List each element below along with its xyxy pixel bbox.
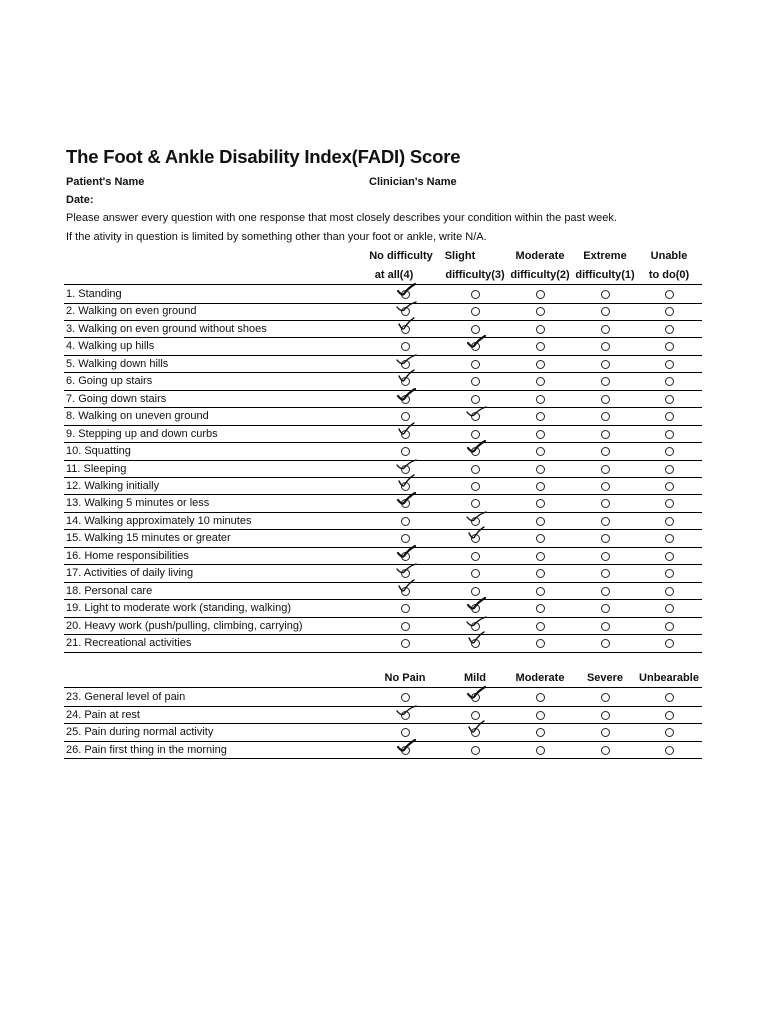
question-row [64,513,702,531]
instruction-text-2: If the ativity in question is limited by something other than your foot or ankle, write N/A. [66,231,487,243]
pain-column-header: Mild [464,672,486,684]
question-label: 19. Light to moderate work (standing, walking) [66,602,292,615]
answer-radio[interactable] [401,728,410,737]
handwritten-checkmark-icon [465,334,487,352]
question-row [64,600,702,618]
handwritten-checkmark-icon [395,422,417,440]
answer-radio[interactable] [665,639,674,648]
pain-column-header: Unbearable [639,672,699,684]
question-row [64,426,702,444]
question-row [64,707,702,725]
question-row [64,724,702,742]
column-header-top: Unable [650,250,688,262]
handwritten-checkmark-icon [465,720,487,738]
answer-radio[interactable] [401,693,410,702]
question-row [64,478,702,496]
answer-radio[interactable] [401,447,410,456]
answer-radio[interactable] [471,290,480,299]
question-label: 23. General level of pain [66,691,186,703]
answer-radio[interactable] [601,307,610,316]
answer-radio[interactable] [665,746,674,755]
answer-radio[interactable] [665,693,674,702]
answer-radio[interactable] [471,499,480,508]
answer-radio[interactable] [536,534,545,543]
column-header-top: Slight [444,250,476,262]
question-row [64,530,702,548]
pain-header-rule [64,687,702,688]
column-header-bottom: difficulty(1) [575,269,635,281]
question-row [64,689,702,707]
answer-radio[interactable] [601,290,610,299]
answer-radio[interactable] [665,377,674,386]
answer-radio[interactable] [536,499,545,508]
answer-radio[interactable] [401,412,410,421]
answer-radio[interactable] [401,639,410,648]
question-label: 14. Walking approximately 10 minutes [66,514,252,527]
question-row [64,461,702,479]
column-header-bottom: to do(0) [648,269,690,281]
answer-radio[interactable] [536,604,545,613]
handwritten-checkmark-icon [395,369,417,387]
column-header-top: No difficulty [369,250,433,262]
answer-radio[interactable] [601,746,610,755]
answer-radio[interactable] [471,307,480,316]
answer-radio[interactable] [665,604,674,613]
column-header-bottom: difficulty(3) [445,269,505,281]
answer-radio[interactable] [601,325,610,334]
question-label: 17. Activities of daily living [66,567,194,580]
handwritten-checkmark-icon [465,404,487,422]
answer-radio[interactable] [401,604,410,613]
answer-radio[interactable] [665,395,674,404]
answer-radio[interactable] [471,746,480,755]
question-label: 9. Stepping up and down curbs [66,427,218,440]
question-label: 25. Pain during normal activity [66,726,214,738]
answer-radio[interactable] [471,395,480,404]
answer-radio[interactable] [471,552,480,561]
answer-radio[interactable] [665,447,674,456]
answer-radio[interactable] [536,711,545,720]
question-label: 8. Walking on uneven ground [66,410,209,423]
handwritten-checkmark-icon [395,282,417,300]
question-row [64,338,702,356]
question-row [64,548,702,566]
handwritten-checkmark-icon [395,317,417,335]
answer-radio[interactable] [536,430,545,439]
answer-radio[interactable] [471,482,480,491]
question-row [64,583,702,601]
answer-radio[interactable] [536,728,545,737]
handwritten-checkmark-icon [395,457,417,475]
handwritten-checkmark-icon [465,509,487,527]
question-label: 13. Walking 5 minutes or less [66,497,210,510]
pain-column-header: No Pain [384,672,426,684]
answer-radio[interactable] [536,395,545,404]
answer-radio[interactable] [401,517,410,526]
question-label: 26. Pain first thing in the morning [66,743,227,756]
answer-radio[interactable] [665,499,674,508]
answer-radio[interactable] [536,360,545,369]
answer-radio[interactable] [536,482,545,491]
answer-radio[interactable] [601,499,610,508]
clinician-name-label: Clinician's Name [369,176,457,188]
answer-radio[interactable] [665,307,674,316]
answer-radio[interactable] [601,534,610,543]
answer-radio[interactable] [601,587,610,596]
answer-radio[interactable] [665,517,674,526]
answer-radio[interactable] [601,465,610,474]
answer-radio[interactable] [665,342,674,351]
handwritten-checkmark-icon [395,299,417,317]
answer-radio[interactable] [601,728,610,737]
date-label: Date: [66,194,94,206]
instruction-text-1: Please answer every question with one response that most closely describes your condition within the past week. [66,212,617,224]
answer-radio[interactable] [536,746,545,755]
answer-radio[interactable] [665,728,674,737]
answer-radio[interactable] [601,430,610,439]
question-row [64,356,702,374]
question-row [64,635,702,653]
handwritten-checkmark-icon [465,439,487,457]
handwritten-checkmark-icon [465,685,487,703]
answer-radio[interactable] [536,412,545,421]
handwritten-checkmark-icon [395,474,417,492]
question-label: 20. Heavy work (push/pulling, climbing, carrying) [66,619,303,632]
handwritten-checkmark-icon [465,631,487,649]
question-row [64,391,702,409]
answer-radio[interactable] [601,569,610,578]
handwritten-checkmark-icon [395,703,417,721]
question-label: 4. Walking up hills [66,340,155,353]
question-row [64,495,702,513]
column-header-bottom: difficulty(2) [510,269,570,281]
answer-radio[interactable] [601,447,610,456]
question-row [64,443,702,461]
handwritten-checkmark-icon [465,614,487,632]
question-label: 16. Home responsibilities [66,549,189,562]
answer-radio[interactable] [601,552,610,561]
question-label: 21. Recreational activities [66,637,192,649]
answer-radio[interactable] [471,569,480,578]
answer-radio[interactable] [665,534,674,543]
answer-radio[interactable] [601,693,610,702]
answer-radio[interactable] [601,377,610,386]
answer-radio[interactable] [536,325,545,334]
answer-radio[interactable] [471,711,480,720]
answer-radio[interactable] [471,465,480,474]
answer-radio[interactable] [665,360,674,369]
answer-radio[interactable] [601,604,610,613]
question-label: 6. Going up stairs [66,375,153,388]
question-row [64,286,702,304]
answer-radio[interactable] [471,430,480,439]
answer-radio[interactable] [665,622,674,631]
question-label: 18. Personal care [66,584,153,597]
answer-radio[interactable] [665,325,674,334]
answer-radio[interactable] [536,622,545,631]
answer-radio[interactable] [601,412,610,421]
answer-radio[interactable] [601,482,610,491]
answer-radio[interactable] [471,377,480,386]
answer-radio[interactable] [601,517,610,526]
answer-radio[interactable] [536,377,545,386]
answer-radio[interactable] [536,552,545,561]
answer-radio[interactable] [471,325,480,334]
answer-radio[interactable] [536,639,545,648]
question-row [64,373,702,391]
handwritten-checkmark-icon [395,387,417,405]
question-label: 5. Walking down hills [66,357,169,370]
answer-radio[interactable] [471,360,480,369]
question-label: 7. Going down stairs [66,392,167,405]
row-divider [64,758,702,759]
answer-radio[interactable] [665,569,674,578]
handwritten-checkmark-icon [395,561,417,579]
answer-radio[interactable] [401,342,410,351]
column-header-top: Moderate [515,250,565,262]
question-row [64,321,702,339]
question-row [64,303,702,321]
question-label: 3. Walking on even ground without shoes [66,322,267,335]
row-divider [64,652,702,653]
answer-radio[interactable] [665,552,674,561]
header-rule [64,284,702,285]
answer-radio[interactable] [536,517,545,526]
pain-column-header: Severe [586,672,624,684]
answer-radio[interactable] [665,587,674,596]
answer-radio[interactable] [665,465,674,474]
answer-radio[interactable] [401,622,410,631]
column-header-top: Extreme [583,250,627,262]
handwritten-checkmark-icon [395,544,417,562]
answer-radio[interactable] [601,639,610,648]
answer-radio[interactable] [665,482,674,491]
question-label: 12. Walking initially [66,479,160,492]
question-row [64,618,702,636]
page-title: The Foot & Ankle Disability Index(FADI) Score [66,146,461,167]
pain-column-header: Moderate [515,672,565,684]
handwritten-checkmark-icon [395,738,417,756]
answer-radio[interactable] [601,622,610,631]
patient-name-label: Patient's Name [66,176,145,188]
answer-radio[interactable] [471,587,480,596]
question-label: 1. Standing [66,288,122,300]
answer-radio[interactable] [601,395,610,404]
answer-radio[interactable] [665,430,674,439]
answer-radio[interactable] [665,711,674,720]
answer-radio[interactable] [536,307,545,316]
answer-radio[interactable] [601,360,610,369]
question-row [64,408,702,426]
question-label: 10. Squatting [66,445,131,458]
handwritten-checkmark-icon [395,579,417,597]
answer-radio[interactable] [601,711,610,720]
answer-radio[interactable] [536,693,545,702]
question-label: 24. Pain at rest [66,708,140,721]
answer-radio[interactable] [536,290,545,299]
question-label: 11. Sleeping [66,462,127,475]
answer-radio[interactable] [665,290,674,299]
answer-radio[interactable] [665,412,674,421]
handwritten-checkmark-icon [395,491,417,509]
column-header-bottom: at all(4) [374,269,414,281]
question-label: 15. Walking 15 minutes or greater [66,532,231,545]
answer-radio[interactable] [401,534,410,543]
question-row [64,565,702,583]
answer-radio[interactable] [536,465,545,474]
answer-radio[interactable] [536,569,545,578]
handwritten-checkmark-icon [465,596,487,614]
handwritten-checkmark-icon [465,526,487,544]
answer-radio[interactable] [536,447,545,456]
answer-radio[interactable] [536,342,545,351]
handwritten-checkmark-icon [395,352,417,370]
question-label: 2. Walking on even ground [66,305,197,318]
answer-radio[interactable] [601,342,610,351]
question-row [64,742,702,760]
answer-radio[interactable] [536,587,545,596]
